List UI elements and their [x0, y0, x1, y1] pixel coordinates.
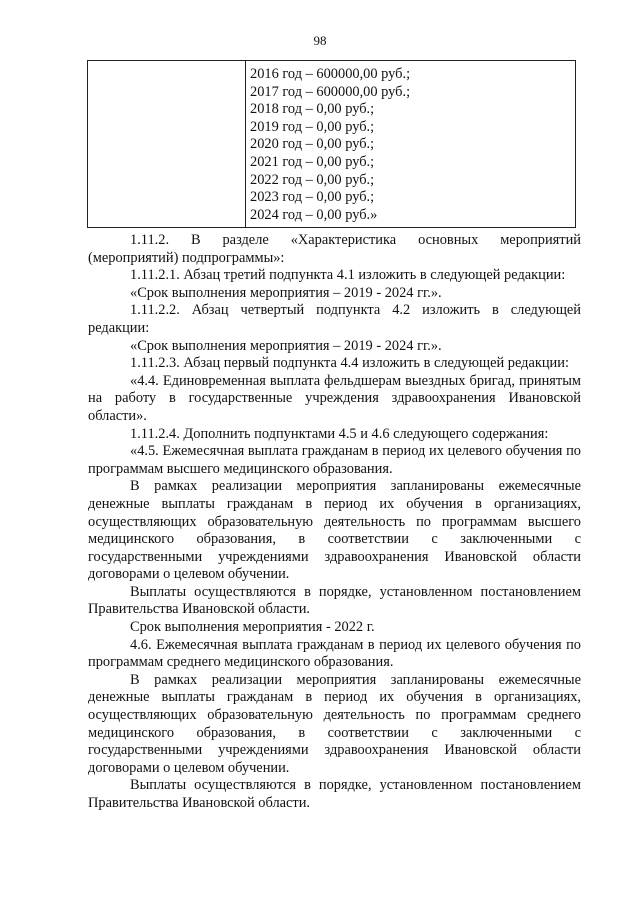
- paragraph-deadline-quote: «Срок выполнения мероприятия – 2019 - 2024 гг.».: [130, 284, 442, 301]
- paragraph-4-5-payments: Выплаты осуществляются в порядке, установленном постановлением Правительства Ивановской области.: [88, 583, 581, 618]
- paragraph-4-4: «4.4. Единовременная выплата фельдшерам выездных бригад, принятым на работу в государственные учреждения здравоохранения Ивановской области».: [88, 372, 581, 424]
- document-body: [88, 232, 581, 813]
- paragraph-1-11-2-1: 1.11.2.1. Абзац третий подпункта 4.1 изложить в следующей редакции:: [130, 267, 566, 284]
- paragraph-4-5-description: В рамках реализации мероприятия запланированы ежемесячные денежные выплаты гражданам в период их обучения в организациях, осуществляющих образовательную деятельность по программам высшего медицинского образования, в соответствии с заключенными с государственными учреждениями здравоохранения Ивановской области договорами о целевом обучении.: [88, 478, 581, 583]
- funding-year-line: 2024 год – 0,00 руб.»: [250, 206, 378, 223]
- paragraph-4-6: 4.6. Ежемесячная выплата гражданам в период их целевого обучения по программам среднего медицинского образования.: [88, 636, 581, 671]
- funding-year-line: 2019 год – 0,00 руб.;: [250, 118, 375, 135]
- paragraph-4-6-payments: Выплаты осуществляются в порядке, установленном постановлением Правительства Ивановской области.: [88, 777, 581, 811]
- paragraph-4-5: «4.5. Ежемесячная выплата гражданам в период их целевого обучения по программам высшего медицинского образования.: [88, 443, 581, 477]
- funding-year-line: 2021 год – 0,00 руб.;: [250, 153, 375, 170]
- funding-table: [87, 60, 576, 228]
- funding-year-line: 2020 год – 0,00 руб.;: [250, 136, 375, 153]
- paragraph-1-11-2-2: 1.11.2.2. Абзац четвертый подпункта 4.2 изложить в следующей редакции:: [88, 302, 581, 336]
- paragraph-1-11-2-4: 1.11.2.4. Дополнить подпунктами 4.5 и 4.6 следующего содержания:: [130, 425, 549, 442]
- funding-year-line: 2018 год – 0,00 руб.;: [250, 101, 375, 118]
- funding-table-left-cell: [88, 61, 246, 227]
- paragraph-1-11-2: 1.11.2. В разделе «Характеристика основных мероприятий (мероприятий) подпрограммы»:: [88, 232, 581, 266]
- funding-table-years-cell: [246, 61, 575, 227]
- paragraph-4-6-description: В рамках реализации мероприятия запланированы ежемесячные денежные выплаты гражданам в период их обучения в организациях, осуществляющих образовательную деятельность по программам среднего медицинского образования, в соответствии с заключенными с государственными учреждениями здравоохранения Ивановской области договорами о целевом обучении.: [88, 671, 581, 776]
- paragraph-4-5-deadline: Срок выполнения мероприятия - 2022 г.: [130, 619, 375, 636]
- page-number: 98: [313, 33, 327, 48]
- funding-year-line: 2017 год – 600000,00 руб.;: [250, 83, 411, 100]
- funding-year-line: 2023 год – 0,00 руб.;: [250, 189, 375, 206]
- paragraph-1-11-2-3: 1.11.2.3. Абзац первый подпункта 4.4 изложить в следующей редакции:: [130, 355, 569, 372]
- paragraph-deadline-quote: «Срок выполнения мероприятия – 2019 - 2024 гг.».: [130, 337, 442, 354]
- funding-year-line: 2022 год – 0,00 руб.;: [250, 171, 375, 188]
- funding-year-line: 2016 год – 600000,00 руб.;: [250, 66, 411, 82]
